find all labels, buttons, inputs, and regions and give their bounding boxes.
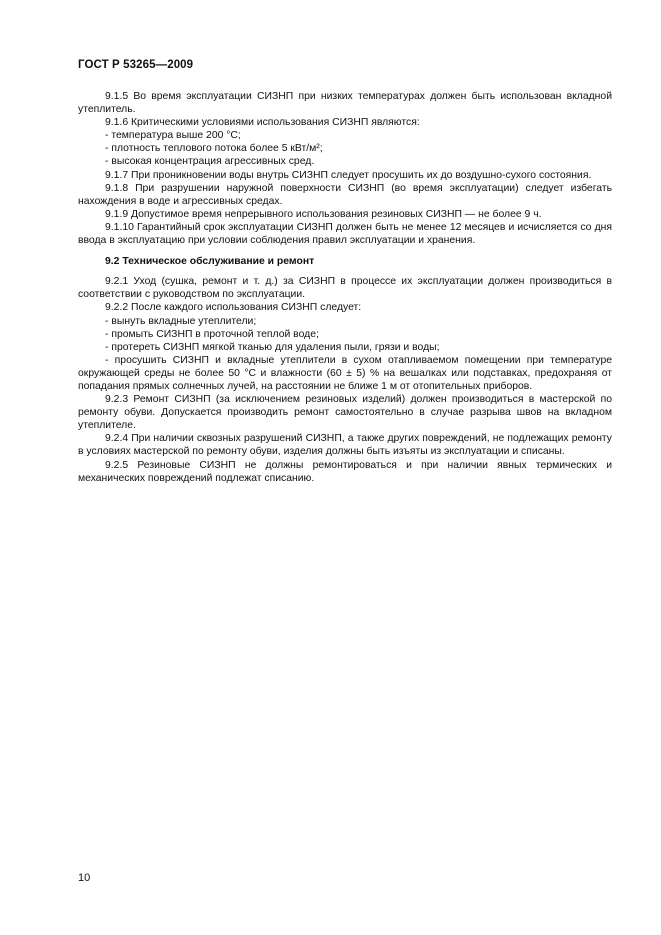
- paragraph-9-1-6: 9.1.6 Критическими условиями использования СИЗНП являются:: [105, 117, 420, 129]
- paragraph-9-2-2: 9.2.2 После каждого использования СИЗНП следует:: [105, 302, 362, 314]
- paragraph-9-2-4: 9.2.4 При наличии сквозных разрушений СИЗНП, а также других повреждений, не подлежащих ремонту в условиях мастерской по ремонту обуви, изделия должны быть изъяты из эксплуатации и списаны.: [78, 433, 612, 458]
- list-item: - вынуть вкладные утеплители;: [105, 315, 257, 327]
- list-item: - протереть СИЗНП мягкой тканью для удаления пыли, грязи и воды;: [105, 341, 440, 353]
- list-item: - высокая концентрация агрессивных сред.: [105, 156, 315, 168]
- paragraph-9-1-8: 9.1.8 При разрушении наружной поверхности СИЗНП (во время эксплуатации) следует избегать нахождения в воде и агрессивных средах.: [78, 182, 612, 207]
- paragraph-9-1-5: 9.1.5 Во время эксплуатации СИЗНП при низких температурах должен быть использован вкладной утеплитель.: [78, 91, 612, 116]
- page-number: 10: [78, 872, 91, 884]
- paragraph-9-1-7: 9.1.7 При проникновении воды внутрь СИЗНП следует просушить их до воздушно-сухого состояния.: [105, 169, 592, 181]
- paragraph-9-1-10: 9.1.10 Гарантийный срок эксплуатации СИЗНП должен быть не менее 12 месяцев и исчисляется со дня ввода в эксплуатацию при условии соблюдения правил эксплуатации и хранения.: [78, 221, 612, 247]
- document-body: [78, 90, 612, 485]
- list-item: - просушить СИЗНП и вкладные утеплители в сухом отапливаемом помещении при температуре окружающей среды не более 50 °С и влажности (60 ± 5) % на вешалках или подставках, предохраняя от попадания прямых солнечных лучей, на расстоянии не ближе 1 м от отопительных приборов.: [78, 354, 612, 392]
- paragraph-9-2-1: 9.2.1 Уход (сушка, ремонт и т. д.) за СИЗНП в процессе их эксплуатации должен производиться в соответствии с руководством по эксплуатации.: [78, 276, 612, 301]
- document-header: ГОСТ Р 53265—2009: [78, 59, 194, 71]
- list-item: - температура выше 200 °С;: [105, 130, 241, 142]
- list-item: - промыть СИЗНП в проточной теплой воде;: [105, 328, 319, 340]
- section-title: 9.2 Техническое обслуживание и ремонт: [105, 256, 315, 268]
- paragraph-9-1-9: 9.1.9 Допустимое время непрерывного использования резиновых СИЗНП — не более 9 ч.: [105, 208, 542, 220]
- paragraph-9-2-3: 9.2.3 Ремонт СИЗНП (за исключением резиновых изделий) должен производиться в мастерской по ремонту обуви. Допускается производить ремонт самостоятельно в случае разрыва швов на вкладном утеплителе.: [78, 394, 612, 432]
- paragraph-9-2-5: 9.2.5 Резиновые СИЗНП не должны ремонтироваться и при наличии явных термических и механических повреждений подлежат списанию.: [78, 459, 612, 484]
- list-item: - плотность теплового потока более 5 кВт/м²;: [105, 143, 323, 155]
